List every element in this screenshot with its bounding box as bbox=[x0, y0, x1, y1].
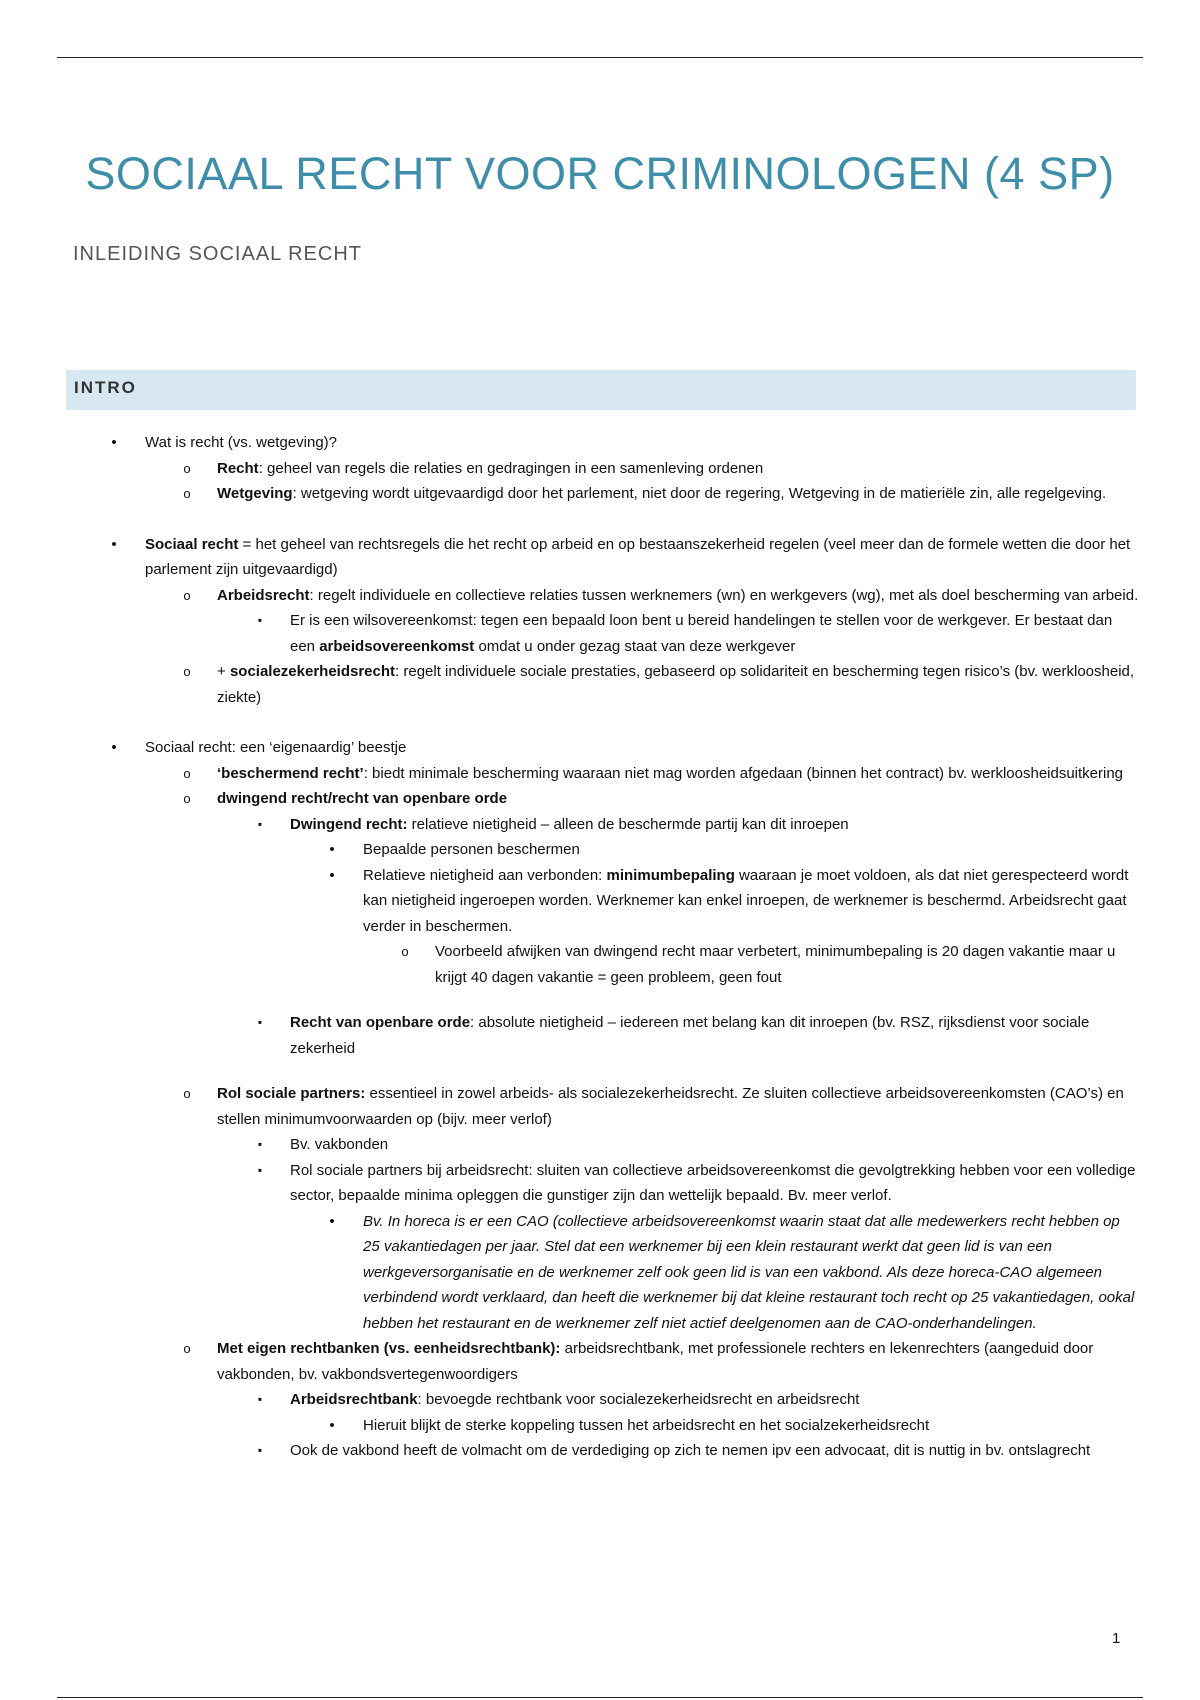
circle-marker: o bbox=[183, 460, 191, 476]
item-text: : bevoegde rechtbank voor socialezekerheidsrecht en arbeidsrecht bbox=[417, 1391, 860, 1408]
document-title: SOCIAAL RECHT VOOR CRIMINOLOGEN (4 SP) bbox=[85, 148, 1115, 199]
list-item bbox=[0, 1413, 1200, 1439]
document-body bbox=[0, 430, 1200, 1464]
circle-marker: o bbox=[183, 1086, 191, 1101]
circle-marker: o bbox=[183, 664, 191, 679]
item-text: essentieel in zowel arbeids- als socialezekerheidsrecht. Ze sluiten collectieve arbeidsovereenkomsten (CAO’s) en stellen minimumvoorwaarden op (bijv. meer verlof) bbox=[217, 1085, 1124, 1128]
item-term: Arbeidsrecht bbox=[217, 586, 310, 604]
list-item bbox=[0, 1387, 1200, 1413]
item-text: : regelt individuele sociale prestaties, gebaseerd op solidariteit en bescherming tegen risico’s (bv. werkloosheid, ziekte) bbox=[217, 663, 1135, 706]
circle-marker: o bbox=[183, 587, 191, 603]
item-term: minimumbepaling bbox=[606, 866, 735, 884]
item-text: Hieruit blijkt de sterke koppeling tussen het arbeidsrecht en het socialzekerheidsrecht bbox=[363, 1416, 930, 1434]
bullet-marker: • bbox=[329, 841, 335, 858]
list-item bbox=[0, 863, 1200, 940]
item-term: Recht bbox=[217, 459, 259, 477]
item-text: arbeidsrechtbank, met professionele rechters en lekenrechters (aangeduid door vakbonden, bv. vakbondsvertegenwoordigers bbox=[217, 1340, 1094, 1383]
item-term: Recht van openbare orde bbox=[290, 1014, 471, 1031]
item-text: : wetgeving wordt uitgevaardigd door het parlement, niet door de regering, Wetgeving in de matieriële zin, alle regelgeving. bbox=[292, 485, 1107, 502]
bullet-marker: • bbox=[111, 535, 117, 553]
item-term: Met eigen rechtbanken (vs. eenheidsrechtbank): bbox=[217, 1340, 561, 1357]
list-item bbox=[0, 659, 1200, 710]
item-text: Bv. vakbonden bbox=[290, 1136, 389, 1153]
list-item bbox=[0, 1209, 1200, 1337]
item-term: Rol sociale partners: bbox=[217, 1085, 366, 1102]
item-text: Wat is recht (vs. wetgeving)? bbox=[145, 434, 338, 451]
list-item bbox=[0, 608, 1200, 659]
item-text: waaraan je moet voldoen, als dat niet gerespecteerd wordt kan nietigheid ingeroepen worden. Werknemer kan enkel inroepen, de werknemer is beschermd. Arbeidsrecht gaat verder in beschermen. bbox=[363, 866, 1129, 935]
bullet-marker: • bbox=[329, 1416, 335, 1434]
list-item bbox=[0, 456, 1200, 482]
circle-marker: o bbox=[183, 486, 191, 501]
footer-rule bbox=[57, 1697, 1143, 1698]
item-term: socialezekerheidsrecht bbox=[229, 663, 396, 680]
item-text: relatieve nietigheid – alleen de beschermde partij kan dit inroepen bbox=[407, 815, 849, 833]
document-subtitle: INLEIDING SOCIAAL RECHT bbox=[73, 243, 362, 265]
square-marker: ▪ bbox=[257, 1443, 263, 1457]
square-marker: ▪ bbox=[257, 1015, 263, 1029]
list-item bbox=[0, 735, 1200, 761]
list-item bbox=[0, 1158, 1200, 1209]
circle-marker: o bbox=[183, 765, 191, 781]
list-item bbox=[0, 1336, 1200, 1387]
section-heading-bar bbox=[66, 370, 1136, 410]
item-text: Sociaal recht: een ‘eigenaardig’ beestje bbox=[145, 739, 407, 756]
item-term: Arbeidsrechtbank bbox=[290, 1391, 418, 1408]
circle-marker: o bbox=[401, 944, 409, 959]
list-item bbox=[0, 1081, 1200, 1132]
header-rule bbox=[57, 57, 1143, 58]
item-text: Relatieve nietigheid aan verbonden: bbox=[363, 866, 607, 884]
item-term: dwingend recht/recht van openbare orde bbox=[217, 790, 508, 807]
list-item bbox=[0, 786, 1200, 812]
list-item bbox=[0, 430, 1200, 456]
bullet-marker: • bbox=[111, 434, 117, 451]
item-text: Er is een wilsovereenkomst: tegen een bepaald loon bent u bereid handelingen te stellen voor de werkgever. Er bestaat dan een bbox=[290, 612, 1113, 655]
circle-marker: o bbox=[183, 1341, 191, 1356]
item-text: Rol sociale partners bij arbeidsrecht: sluiten van collectieve arbeidsovereenkomst die gevolgtrekking hebben voor een volledige sector, bepaalde minima opleggen die gunstiger zijn dan wettelijk bepaald. Bv. meer verlof. bbox=[290, 1161, 1136, 1204]
item-term: arbeidsovereenkomst bbox=[319, 637, 475, 655]
list-item bbox=[0, 481, 1200, 507]
square-marker: ▪ bbox=[257, 1162, 263, 1177]
section-heading: INTRO bbox=[74, 378, 137, 397]
square-marker: ▪ bbox=[257, 613, 263, 627]
square-marker: ▪ bbox=[257, 1137, 263, 1151]
list-item bbox=[0, 837, 1200, 863]
list-item bbox=[0, 1010, 1200, 1061]
page-number: 1 bbox=[1112, 1630, 1121, 1647]
list-item bbox=[0, 761, 1200, 787]
item-text: : biedt minimale bescherming waaraan niet mag worden afgedaan (binnen het contract) bv. werkloosheidsuitkering bbox=[363, 764, 1124, 782]
item-text: Voorbeeld afwijken van dwingend recht maar verbetert, minimumbepaling is 20 dagen vakantie maar u krijgt 40 dagen vakantie = geen probleem, geen fout bbox=[435, 943, 1116, 986]
bullet-marker: • bbox=[329, 1212, 335, 1230]
list-item bbox=[0, 812, 1200, 838]
item-text: omdat u onder gezag staat van deze werkgever bbox=[474, 637, 796, 655]
item-term: Sociaal recht bbox=[145, 535, 239, 553]
item-term: Dwingend recht: bbox=[290, 815, 408, 833]
item-text: Bv. In horeca is er een CAO (collectieve arbeidsovereenkomst waarin staat dat alle medewerkers recht hebben op 25 vakantiedagen per jaar. Stel dat een werknemer bij een klein restaurant werkt dat geen lid is van een werkgeversorganisatie en de werknemer zelf ook geen lid is van een vakbond. Als deze horeca-CAO algemeen verbindend wordt verklaard, dan heeft die werknemer bij dat kleine restaurant toch recht op 25 vakantiedagen, ookal hebben het restaurant en de werknemer zelf niet actief deelgenomen aan de CAO-onderhandelingen. bbox=[363, 1212, 1135, 1332]
bullet-marker: • bbox=[111, 739, 117, 756]
item-text: + bbox=[217, 663, 230, 680]
list-item bbox=[0, 532, 1200, 583]
item-text: = het geheel van rechtsregels die het recht op arbeid en op bestaanszekerheid regelen (veel meer dan de formele wetten die door het parlement zijn uitgevaardigd) bbox=[145, 535, 1131, 578]
square-marker: ▪ bbox=[257, 816, 263, 831]
item-text: Bepaalde personen beschermen bbox=[363, 841, 580, 858]
bullet-marker: • bbox=[329, 866, 335, 884]
item-text: : absolute nietigheid – iedereen met belang kan dit inroepen (bv. RSZ, rijksdienst voor sociale zekerheid bbox=[290, 1014, 1090, 1057]
list-item bbox=[0, 1132, 1200, 1158]
item-text: Ook de vakbond heeft de volmacht om de verdediging op zich te nemen ipv een advocaat, dit is nuttig in bv. ontslagrecht bbox=[290, 1442, 1091, 1459]
item-text: : regelt individuele en collectieve relaties tussen werknemers (wn) en werkgevers (wg), met als doel bescherming van arbeid. bbox=[309, 586, 1139, 604]
list-item bbox=[0, 583, 1200, 609]
item-term: ‘beschermend recht’ bbox=[217, 764, 364, 782]
item-text: : geheel van regels die relaties en gedragingen in een samenleving ordenen bbox=[258, 459, 764, 477]
item-term: Wetgeving bbox=[217, 485, 293, 502]
list-item bbox=[0, 939, 1200, 990]
list-item bbox=[0, 1438, 1200, 1464]
circle-marker: o bbox=[183, 791, 191, 806]
square-marker: ▪ bbox=[257, 1392, 263, 1406]
